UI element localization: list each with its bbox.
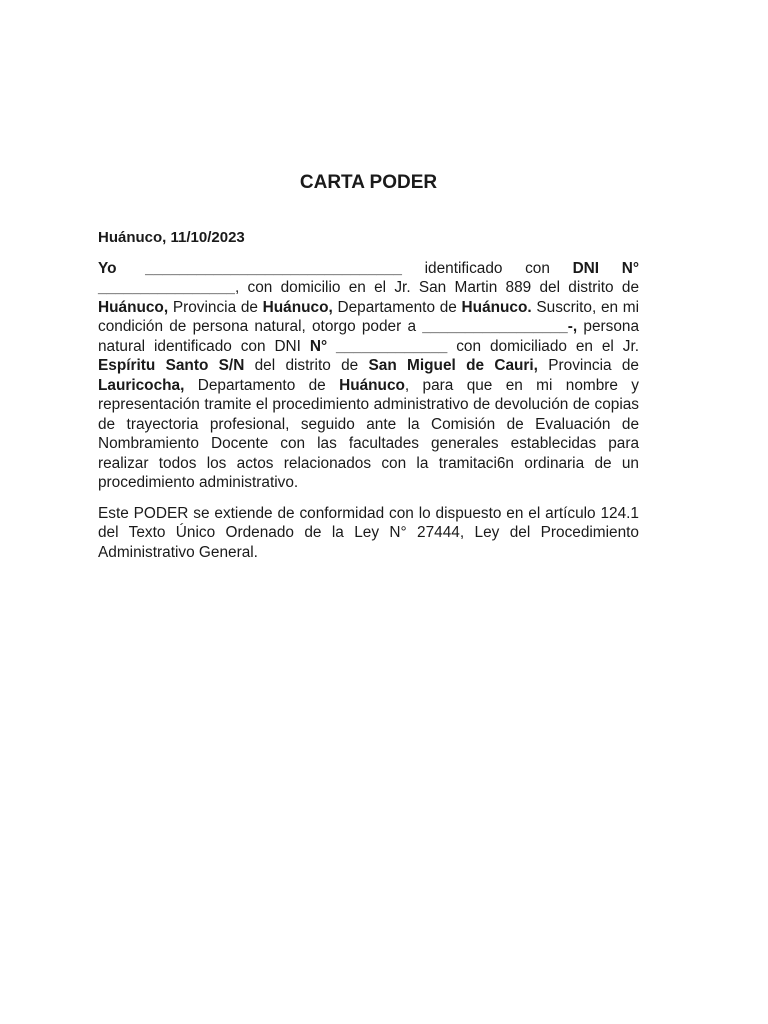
huanuco-province: Huánuco, [262, 298, 333, 316]
dni-label: DNI N° [572, 259, 639, 277]
suscrito-text: Suscrito, en mi condición de persona natural, otorgo poder a [98, 298, 640, 335]
yo-label: Yo [98, 259, 117, 277]
document-title: CARTA PODER [299, 172, 438, 193]
domicilio-text: , con domicilio en el Jr. San Martin 889 del distrito de [234, 279, 639, 296]
distrito-name: San Miguel de Cauri, [368, 357, 538, 374]
main-paragraph [98, 259, 639, 493]
departamento-name: Huánuco [339, 376, 405, 394]
huanuco-district: Huánuco, [98, 298, 169, 316]
provincia2-text: Provincia de [537, 357, 639, 374]
calle-name: Espíritu Santo S/N [98, 357, 245, 374]
date-line: Huánuco, 11/10/2023 [98, 229, 245, 246]
departamento2-text: Departamento de [184, 376, 340, 394]
mandate-text: , para que en mi nombre y representación tramite el procedimiento administrativo de devolución de copias de trayectoria profesional, seguido ante la Comisión de Evaluación de Nombramiento Docente con las facultades generales establecidas para realizar todos los actos relacionados con la tramitaci6n ordinaria de un procedimiento administrativo. [98, 376, 639, 491]
identificado-text: identificado con [401, 259, 573, 277]
dni2-blank: _____________ [336, 337, 448, 355]
domiciliado-text: con domiciliado en el Jr. [447, 337, 639, 355]
apoderado-blank: _________________-, [422, 318, 578, 335]
name-blank: ______________________________ [145, 259, 402, 277]
provincia-text: Provincia de [168, 298, 263, 316]
dni-blank: ________________ [98, 279, 235, 296]
distrito-text: del distrito de [244, 357, 369, 374]
departamento-text: Departamento de [332, 298, 462, 316]
huanuco-department: Huánuco. [461, 298, 532, 316]
document-page [98, 170, 639, 573]
persona-text: persona natural identificado con DNI [98, 318, 639, 355]
provincia-name: Lauricocha, [98, 376, 185, 394]
legal-paragraph: Este PODER se extiende de conformidad con lo dispuesto en el artículo 124.1 del Texto Único Ordenado de la Ley N° 27444, Ley del Procedimiento Administrativo General. [98, 504, 639, 561]
n-label: N° [309, 337, 328, 355]
